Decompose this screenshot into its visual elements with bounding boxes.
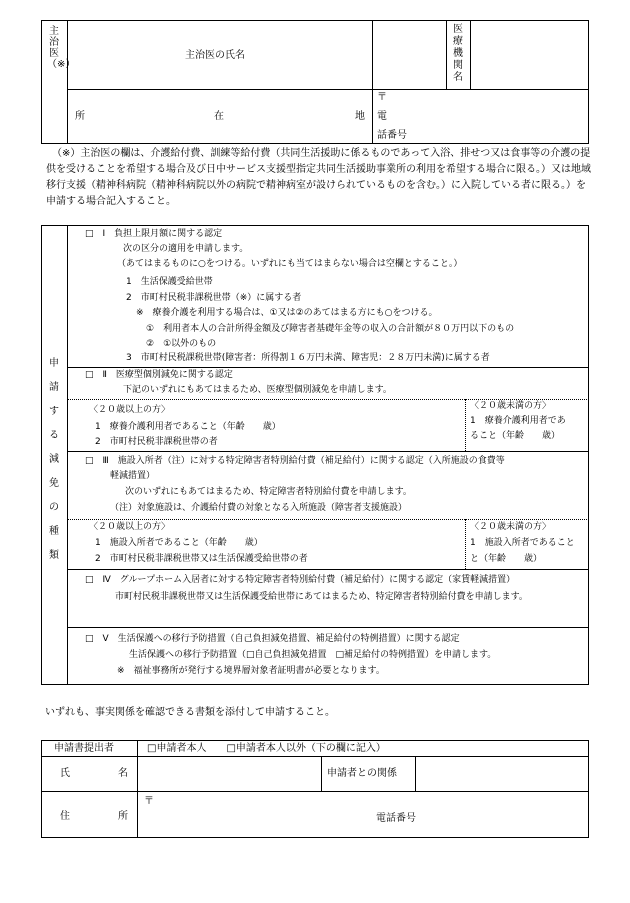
submitter-postal-mark: 〒 <box>144 796 154 807</box>
divider <box>67 451 589 452</box>
divider <box>67 367 589 368</box>
divider <box>372 20 373 144</box>
address-label-1: 所 <box>75 111 85 122</box>
name-field[interactable] <box>139 758 319 789</box>
section-2-title: □ Ⅱ 医療型個別減免に関する認定 <box>85 370 233 380</box>
section-1-line-8: 3 市町村民税課税世帯(障害者：所得割１６万円未満、障害児：２８万円未満)に属する者 <box>126 353 490 363</box>
section-5-line-1: 生活保護への移行予防措置（□自己負担減免措置 □補足給付の特例措置）を申請します。 <box>129 650 497 660</box>
section-3-over20-item-1: 1 施設入所者であること（年齢 歳） <box>95 538 263 548</box>
address-label-3: 地 <box>355 111 365 122</box>
address-field[interactable] <box>139 793 587 836</box>
section-3-under20-item-1a: 1 施設入所者であること <box>470 538 575 548</box>
dotted-divider <box>465 399 466 451</box>
submitter-phone-label: 電話番号 <box>376 813 416 824</box>
section-3-title-2: 軽減措置） <box>110 471 156 481</box>
section-1-line-1: 次の区分の適用を申請します。 <box>123 244 249 254</box>
postal-mark: 〒 <box>377 92 387 103</box>
submitter-options[interactable]: □申請者本人 □申請者本人以外（下の欄に記入） <box>147 743 386 754</box>
section-1-title: □ Ⅰ 負担上限月額に関する認定 <box>85 229 223 239</box>
divider <box>67 569 589 570</box>
name-label-1: 氏 <box>60 768 70 779</box>
attachment-note: いずれも、事実関係を確認できる書類を添付して申請すること。 <box>45 707 335 718</box>
section-2-over20-item-2: 2 市町村民税非課税世帯の者 <box>95 437 218 447</box>
section-1-line-5: ※ 療養介護を利用する場合は、①又は②のあてはまる方にも○をつける。 <box>136 308 438 318</box>
section-5-line-2: ※ 福祉事務所が発行する境界層対象者証明書が必要となります。 <box>117 666 385 676</box>
physician-note: （※）主治医の欄は、介護給付費、訓練等給付費（共同生活援助に係るものであって入浴、排せつ又は食事等の介護の提供を受けることを希望する場合及び日中サービス支援型指定共同生活援助事業所の利用を希望する場合に限る。）又は地域移行支援（精神科病院（精神科病院以外の病院で精神病室が設けられているものを含む。）に入院している者に限る。）を申請する場合記入すること。 <box>46 148 591 207</box>
section-3-line-2: （注）対象施設は、介護給付費の対象となる入所施設（障害者支援施設） <box>110 503 408 513</box>
dotted-divider <box>67 399 589 400</box>
section-4-line-1: 市町村民税非課税世帯又は生活保護受給世帯にあてはまるため、特定障害者特別給付費を申請します。 <box>115 592 528 602</box>
reduction-column-label: 申請する減免の種類 <box>49 358 59 561</box>
divider <box>321 756 322 791</box>
section-3-over20-item-2: 2 市町村民税非課税世帯又は生活保護受給世帯の者 <box>95 554 308 564</box>
section-1-line-6: ① 利用者本人の合計所得金額及び障害者基礎年金等の収入の合計額が８０万円以下のもの <box>146 324 515 334</box>
section-4-title: □ Ⅳ グループホーム入居者に対する特定障害者特別給付費（補足給付）に関する認定（家賃軽減措置） <box>85 575 516 585</box>
divider <box>67 627 589 628</box>
divider <box>67 20 68 144</box>
divider <box>137 740 138 838</box>
name-label-2: 名 <box>118 768 128 779</box>
relation-label: 申請者との関係 <box>327 768 397 779</box>
relation-field[interactable] <box>417 758 587 789</box>
section-2-under20-item-1a: 1 療養介護利用者であ <box>470 416 566 426</box>
section-3-over20-heading: 〈２０歳以上の方〉 <box>89 522 171 532</box>
dotted-divider <box>465 519 466 569</box>
section-2-line-1: 下記のいずれにもあてはまるため、医療型個別減免を申請します。 <box>123 385 392 395</box>
section-2-under20-item-1b: ること（年齢 歳） <box>470 431 561 441</box>
phone-label-part-1: 電 <box>377 111 387 122</box>
section-5-title: □ Ⅴ 生活保護への移行予防措置（自己負担減免措置、補足給付の特例措置）に関する認定 <box>85 634 460 644</box>
physician-table <box>41 20 589 144</box>
divider <box>41 791 589 792</box>
section-2-over20-heading: 〈２０歳以上の方〉 <box>89 405 171 415</box>
section-3-under20-item-1b: と（年齢 歳） <box>470 554 543 564</box>
section-3-under20-heading: 〈２０歳未満の方〉 <box>470 522 552 532</box>
section-1-line-7: ② ①以外のもの <box>146 339 217 349</box>
divider <box>470 20 471 89</box>
section-1-line-2: （あてはまるものに○をつける。いずれにも当てはまらない場合は空欄とすること。） <box>117 259 463 269</box>
address-label-2: 所 <box>118 811 128 822</box>
divider <box>41 756 589 757</box>
section-1-line-3: 1 生活保護受給世帯 <box>126 277 213 287</box>
physician-name-label: 主治医の氏名 <box>185 50 245 61</box>
section-1-line-4: 2 市町村民税非課税世帯（※）に属する者 <box>126 293 302 303</box>
section-2-over20-item-1: 1 療養介護利用者であること（年齢 歳） <box>95 422 281 432</box>
divider <box>415 756 416 791</box>
divider <box>67 89 589 90</box>
dotted-divider <box>67 519 589 520</box>
submitter-label: 申請書提出者 <box>54 743 114 754</box>
divider <box>446 20 447 89</box>
section-3-title: □ Ⅲ 施設入所者（注）に対する特定障害者特別給付費（補足給付）に関する認定（入所施設の食費等 <box>85 456 505 466</box>
physician-column-label: 主治医（※） <box>47 26 76 70</box>
section-2-under20-heading: 〈２０歳未満の方〉 <box>470 401 552 411</box>
section-3-line-1: 次のいずれにもあてはまるため、特定障害者特別給付費を申請します。 <box>125 487 412 497</box>
reduction-table <box>41 225 589 685</box>
phone-label-part-2: 話番号 <box>377 130 407 141</box>
medical-institution-label: 医療機関名 <box>453 24 463 83</box>
address-label-2: 在 <box>214 111 224 122</box>
address-label-1: 住 <box>60 811 70 822</box>
divider <box>67 225 68 685</box>
